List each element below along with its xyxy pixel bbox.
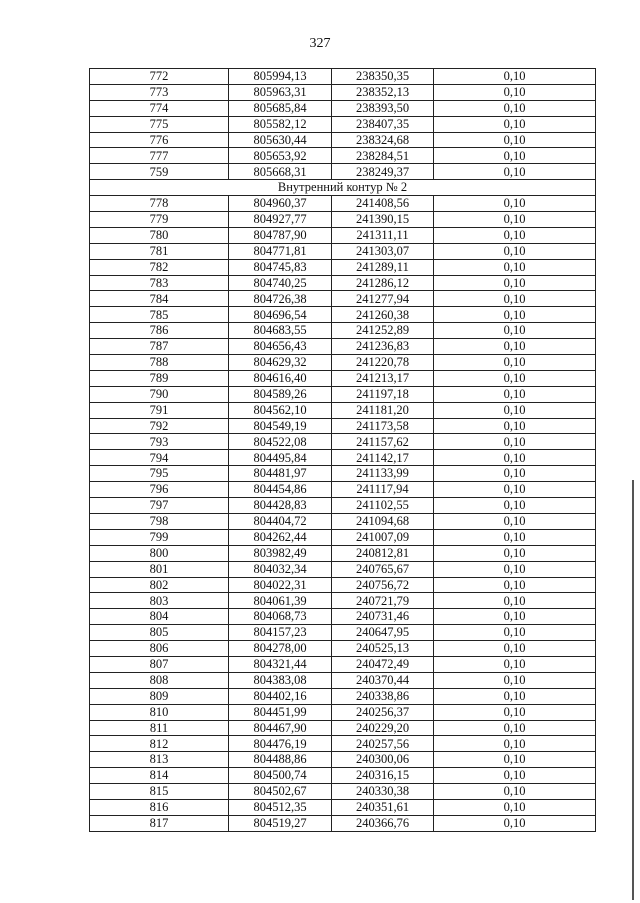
y-coordinate-cell: 241289,11 [332,259,434,275]
y-coordinate-cell: 241094,68 [332,513,434,529]
table-row [90,752,596,768]
accuracy-cell: 0,10 [434,275,596,291]
point-number-cell: 804 [90,609,229,625]
accuracy-cell: 0,10 [434,100,596,116]
point-number-cell: 789 [90,370,229,386]
point-number-cell: 786 [90,323,229,339]
accuracy-cell: 0,10 [434,688,596,704]
accuracy-cell: 0,10 [434,243,596,259]
y-coordinate-cell: 240647,95 [332,625,434,641]
accuracy-cell: 0,10 [434,259,596,275]
y-coordinate-cell: 241102,55 [332,498,434,514]
accuracy-cell: 0,10 [434,656,596,672]
y-coordinate-cell: 241277,94 [332,291,434,307]
x-coordinate-cell: 804519,27 [229,815,332,831]
point-number-cell: 783 [90,275,229,291]
table-row [90,132,596,148]
y-coordinate-cell: 240472,49 [332,656,434,672]
point-number-cell: 816 [90,799,229,815]
point-number-cell: 805 [90,625,229,641]
x-coordinate-cell: 805963,31 [229,84,332,100]
accuracy-cell: 0,10 [434,116,596,132]
point-number-cell: 800 [90,545,229,561]
accuracy-cell: 0,10 [434,323,596,339]
table-row [90,466,596,482]
x-coordinate-cell: 804927,77 [229,212,332,228]
point-number-cell: 810 [90,704,229,720]
table-row [90,545,596,561]
accuracy-cell: 0,10 [434,482,596,498]
page-number: 327 [309,36,331,51]
point-number-cell: 794 [90,450,229,466]
y-coordinate-cell: 238324,68 [332,132,434,148]
y-coordinate-cell: 240756,72 [332,577,434,593]
accuracy-cell: 0,10 [434,291,596,307]
accuracy-cell: 0,10 [434,672,596,688]
point-number-cell: 788 [90,355,229,371]
table-row [90,513,596,529]
point-number-cell: 798 [90,513,229,529]
accuracy-cell: 0,10 [434,529,596,545]
x-coordinate-cell: 804787,90 [229,227,332,243]
point-number-cell: 806 [90,641,229,657]
x-coordinate-cell: 804522,08 [229,434,332,450]
point-number-cell: 811 [90,720,229,736]
table-row [90,259,596,275]
point-number-cell: 793 [90,434,229,450]
y-coordinate-cell: 240229,20 [332,720,434,736]
table-row [90,323,596,339]
y-coordinate-cell: 238393,50 [332,100,434,116]
accuracy-cell: 0,10 [434,212,596,228]
x-coordinate-cell: 804656,43 [229,339,332,355]
accuracy-cell: 0,10 [434,498,596,514]
point-number-cell: 803 [90,593,229,609]
table-row [90,402,596,418]
x-coordinate-cell: 804740,25 [229,275,332,291]
x-coordinate-cell: 805685,84 [229,100,332,116]
point-number-cell: 773 [90,84,229,100]
y-coordinate-cell: 240338,86 [332,688,434,704]
y-coordinate-cell: 238350,35 [332,69,434,85]
y-coordinate-cell: 241303,07 [332,243,434,259]
y-coordinate-cell: 241181,20 [332,402,434,418]
accuracy-cell: 0,10 [434,577,596,593]
y-coordinate-cell: 241390,15 [332,212,434,228]
point-number-cell: 817 [90,815,229,831]
table-row [90,148,596,164]
y-coordinate-cell: 241311,11 [332,227,434,243]
table-row [90,434,596,450]
x-coordinate-cell: 804321,44 [229,656,332,672]
accuracy-cell: 0,10 [434,434,596,450]
y-coordinate-cell: 238284,51 [332,148,434,164]
table-row [90,370,596,386]
table-row [90,212,596,228]
accuracy-cell: 0,10 [434,609,596,625]
x-coordinate-cell: 804451,99 [229,704,332,720]
table-row [90,307,596,323]
accuracy-cell: 0,10 [434,450,596,466]
point-number-cell: 795 [90,466,229,482]
point-number-cell: 775 [90,116,229,132]
point-number-cell: 814 [90,768,229,784]
x-coordinate-cell: 804278,00 [229,641,332,657]
accuracy-cell: 0,10 [434,593,596,609]
table-row [90,593,596,609]
table-row [90,704,596,720]
table-row [90,625,596,641]
y-coordinate-cell: 241007,09 [332,529,434,545]
point-number-cell: 797 [90,498,229,514]
table-row [90,656,596,672]
table-row [90,116,596,132]
point-number-cell: 790 [90,386,229,402]
x-coordinate-cell: 804562,10 [229,402,332,418]
y-coordinate-cell: 241260,38 [332,307,434,323]
table-row [90,482,596,498]
point-number-cell: 792 [90,418,229,434]
y-coordinate-cell: 241133,99 [332,466,434,482]
table-body-top [90,69,596,180]
point-number-cell: 807 [90,656,229,672]
table-row [90,784,596,800]
accuracy-cell: 0,10 [434,307,596,323]
point-number-cell: 812 [90,736,229,752]
x-coordinate-cell: 804481,97 [229,466,332,482]
x-coordinate-cell: 804061,39 [229,593,332,609]
table-row [90,339,596,355]
x-coordinate-cell: 804428,83 [229,498,332,514]
accuracy-cell: 0,10 [434,132,596,148]
point-number-cell: 759 [90,164,229,180]
point-number-cell: 799 [90,529,229,545]
x-coordinate-cell: 804512,35 [229,799,332,815]
y-coordinate-cell: 241173,58 [332,418,434,434]
y-coordinate-cell: 240256,37 [332,704,434,720]
y-coordinate-cell: 240300,06 [332,752,434,768]
x-coordinate-cell: 804488,86 [229,752,332,768]
x-coordinate-cell: 804683,55 [229,323,332,339]
point-number-cell: 780 [90,227,229,243]
table-row [90,196,596,212]
x-coordinate-cell: 804745,83 [229,259,332,275]
y-coordinate-cell: 240351,61 [332,799,434,815]
accuracy-cell: 0,10 [434,720,596,736]
y-coordinate-cell: 241117,94 [332,482,434,498]
table-row [90,768,596,784]
table-row [90,418,596,434]
accuracy-cell: 0,10 [434,386,596,402]
y-coordinate-cell: 241236,83 [332,339,434,355]
table-row [90,815,596,831]
x-coordinate-cell: 805582,12 [229,116,332,132]
accuracy-cell: 0,10 [434,784,596,800]
point-number-cell: 784 [90,291,229,307]
table-row [90,688,596,704]
accuracy-cell: 0,10 [434,641,596,657]
table-row [90,355,596,371]
accuracy-cell: 0,10 [434,148,596,164]
y-coordinate-cell: 238249,37 [332,164,434,180]
section-header [90,180,596,196]
accuracy-cell: 0,10 [434,625,596,641]
accuracy-cell: 0,10 [434,227,596,243]
y-coordinate-cell: 240525,13 [332,641,434,657]
point-number-cell: 808 [90,672,229,688]
x-coordinate-cell: 804068,73 [229,609,332,625]
x-coordinate-cell: 804476,19 [229,736,332,752]
x-coordinate-cell: 804960,37 [229,196,332,212]
table-row [90,529,596,545]
accuracy-cell: 0,10 [434,466,596,482]
y-coordinate-cell: 240370,44 [332,672,434,688]
accuracy-cell: 0,10 [434,84,596,100]
y-coordinate-cell: 240765,67 [332,561,434,577]
y-coordinate-cell: 238352,13 [332,84,434,100]
table-row [90,100,596,116]
table-row [90,736,596,752]
accuracy-cell: 0,10 [434,402,596,418]
table-row [90,164,596,180]
accuracy-cell: 0,10 [434,704,596,720]
x-coordinate-cell: 804500,74 [229,768,332,784]
x-coordinate-cell: 804402,16 [229,688,332,704]
point-number-cell: 801 [90,561,229,577]
accuracy-cell: 0,10 [434,768,596,784]
y-coordinate-cell: 241142,17 [332,450,434,466]
x-coordinate-cell: 804032,34 [229,561,332,577]
y-coordinate-cell: 241252,89 [332,323,434,339]
x-coordinate-cell: 804616,40 [229,370,332,386]
y-coordinate-cell: 240316,15 [332,768,434,784]
table-row [90,672,596,688]
table-row [90,84,596,100]
point-number-cell: 777 [90,148,229,164]
scan-edge-mark [632,480,634,900]
table-row [90,386,596,402]
x-coordinate-cell: 804696,54 [229,307,332,323]
accuracy-cell: 0,10 [434,418,596,434]
y-coordinate-cell: 240330,38 [332,784,434,800]
table-body-bottom [90,196,596,832]
point-number-cell: 809 [90,688,229,704]
coordinates-table [89,68,596,832]
accuracy-cell: 0,10 [434,196,596,212]
y-coordinate-cell: 241157,62 [332,434,434,450]
accuracy-cell: 0,10 [434,545,596,561]
y-coordinate-cell: 241408,56 [332,196,434,212]
point-number-cell: 778 [90,196,229,212]
table-row [90,720,596,736]
x-coordinate-cell: 804726,38 [229,291,332,307]
y-coordinate-cell: 238407,35 [332,116,434,132]
table-row [90,561,596,577]
table-row [90,577,596,593]
x-coordinate-cell: 804629,32 [229,355,332,371]
y-coordinate-cell: 240721,79 [332,593,434,609]
table-row [90,641,596,657]
section-header-row [90,180,596,196]
x-coordinate-cell: 804549,19 [229,418,332,434]
x-coordinate-cell: 804404,72 [229,513,332,529]
x-coordinate-cell: 804157,23 [229,625,332,641]
point-number-cell: 815 [90,784,229,800]
y-coordinate-cell: 240812,81 [332,545,434,561]
x-coordinate-cell: 804771,81 [229,243,332,259]
point-number-cell: 796 [90,482,229,498]
x-coordinate-cell: 804022,31 [229,577,332,593]
point-number-cell: 776 [90,132,229,148]
y-coordinate-cell: 240731,46 [332,609,434,625]
table-row [90,609,596,625]
section-title: Внутренний контур № 2 [90,180,596,196]
accuracy-cell: 0,10 [434,164,596,180]
point-number-cell: 774 [90,100,229,116]
x-coordinate-cell: 805653,92 [229,148,332,164]
x-coordinate-cell: 805668,31 [229,164,332,180]
y-coordinate-cell: 241220,78 [332,355,434,371]
x-coordinate-cell: 805994,13 [229,69,332,85]
table-row [90,799,596,815]
y-coordinate-cell: 240366,76 [332,815,434,831]
point-number-cell: 779 [90,212,229,228]
y-coordinate-cell: 241197,18 [332,386,434,402]
x-coordinate-cell: 804495,84 [229,450,332,466]
point-number-cell: 785 [90,307,229,323]
accuracy-cell: 0,10 [434,815,596,831]
table-row [90,227,596,243]
y-coordinate-cell: 241213,17 [332,370,434,386]
x-coordinate-cell: 804467,90 [229,720,332,736]
point-number-cell: 791 [90,402,229,418]
accuracy-cell: 0,10 [434,370,596,386]
y-coordinate-cell: 241286,12 [332,275,434,291]
point-number-cell: 782 [90,259,229,275]
table-row [90,450,596,466]
accuracy-cell: 0,10 [434,69,596,85]
accuracy-cell: 0,10 [434,561,596,577]
accuracy-cell: 0,10 [434,339,596,355]
x-coordinate-cell: 804383,08 [229,672,332,688]
accuracy-cell: 0,10 [434,736,596,752]
table-row [90,69,596,85]
x-coordinate-cell: 804262,44 [229,529,332,545]
accuracy-cell: 0,10 [434,513,596,529]
x-coordinate-cell: 804589,26 [229,386,332,402]
x-coordinate-cell: 805630,44 [229,132,332,148]
x-coordinate-cell: 803982,49 [229,545,332,561]
point-number-cell: 787 [90,339,229,355]
point-number-cell: 772 [90,69,229,85]
table-row [90,498,596,514]
y-coordinate-cell: 240257,56 [332,736,434,752]
point-number-cell: 813 [90,752,229,768]
table-row [90,275,596,291]
accuracy-cell: 0,10 [434,799,596,815]
x-coordinate-cell: 804502,67 [229,784,332,800]
accuracy-cell: 0,10 [434,752,596,768]
x-coordinate-cell: 804454,86 [229,482,332,498]
point-number-cell: 802 [90,577,229,593]
accuracy-cell: 0,10 [434,355,596,371]
table-row [90,243,596,259]
table-row [90,291,596,307]
point-number-cell: 781 [90,243,229,259]
